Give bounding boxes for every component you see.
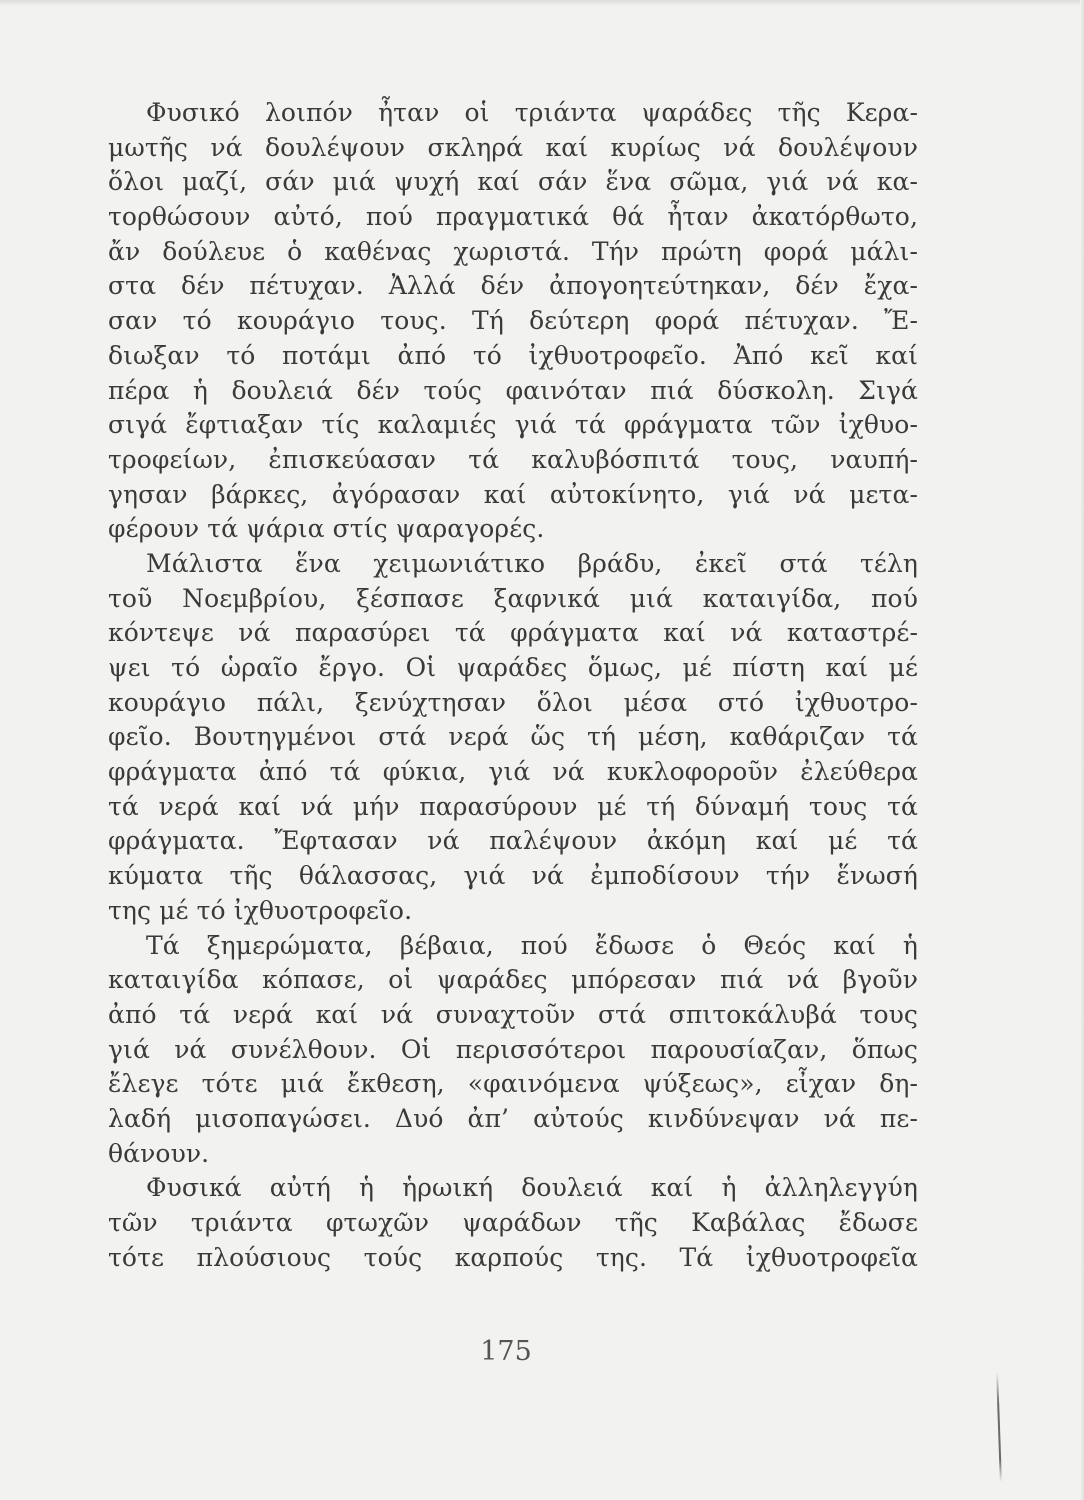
text-line: φεῖο. Βουτηγμένοι στά νερά ὥς τή μέση, καθάριζαν τά (108, 722, 918, 752)
text-line: τορθώσουν αὐτό, πού πραγματικά θά ἦταν ἀκατόρθωτο, (108, 202, 918, 232)
text-line: της μέ τό ἰχθυοτροφεῖο. (108, 895, 413, 925)
margin-pencil-mark (996, 1372, 1002, 1482)
text-line: λαδή μισοπαγώσει. Δυό ἀπ’ αὐτούς κινδύνεψαν νά πε- (108, 1103, 918, 1133)
text-line: μωτῆς νά δουλέψουν σκληρά καί κυρίως νά δουλέψουν (108, 132, 918, 162)
text-line: φέρουν τά ψάρια στίς ψαραγορές. (108, 514, 545, 544)
text-line: φράγματα ἀπό τά φύκια, γιά νά κυκλοφοροῦν ἐλεύθερα (108, 757, 918, 787)
page-top-edge (0, 0, 1084, 6)
text-line: κύματα τῆς θάλασσας, γιά νά ἐμποδίσουν τήν ἕνωσή (108, 861, 918, 891)
text-line: Φυσικό λοιπόν ἦταν οἱ τριάντα ψαράδες τῆς Κερα- (146, 98, 918, 127)
text-line: διωξαν τό ποτάμι ἀπό τό ἰχθυοτροφεῖο. Ἀπό κεῖ καί (108, 340, 918, 370)
text-line: θάνουν. (108, 1138, 210, 1168)
text-line: σαν τό κουράγιο τους. Τή δεύτερη φορά πέτυχαν. Ἔ- (108, 306, 918, 336)
text-line: ἀπό τά νερά καί νά συναχτοῦν στά σπιτοκάλυβά τους (108, 999, 918, 1029)
text-line: Μάλιστα ἕνα χειμωνιάτικο βράδυ, ἐκεῖ στά τέλη (146, 548, 918, 578)
text-line: τότε πλούσιους τούς καρπούς της. Τά ἰχθυοτροφεῖα (108, 1242, 918, 1272)
text-line: ὅλοι μαζί, σάν μιά ψυχή καί σάν ἕνα σῶμα, γιά νά κα- (108, 167, 918, 197)
text-line: γιά νά συνέλθουν. Οἱ περισσότεροι παρουσίαζαν, ὅπως (108, 1034, 918, 1064)
text-line: στα δέν πέτυχαν. Ἀλλά δέν ἀπογοητεύτηκαν, δέν ἔχα- (108, 271, 918, 301)
page-number: 175 (480, 1336, 532, 1367)
text-line: τά νερά καί νά μήν παρασύρουν μέ τή δύναμή τους τά (108, 791, 918, 821)
text-line: καταιγίδα κόπασε, οἱ ψαράδες μπόρεσαν πιά νά βγοῦν (108, 965, 918, 995)
text-line: γησαν βάρκες, ἀγόρασαν καί αὐτοκίνητο, γιά νά μετα- (108, 479, 918, 509)
text-line: τροφείων, ἐπισκεύασαν τά καλυβόσπιτά τους, ναυπή- (108, 444, 918, 474)
text-line: Τά ξημερώματα, βέβαια, πού ἔδωσε ὁ Θεός καί ἡ (146, 930, 918, 960)
text-line: σιγά ἔφτιαξαν τίς καλαμιές γιά τά φράγματα τῶν ἰχθυο- (108, 410, 918, 440)
text-line: ἔλεγε τότε μιά ἔκθεση, «φαινόμενα ψύξεως», εἶχαν δη- (108, 1069, 918, 1099)
text-line: κόντεψε νά παρασύρει τά φράγματα καί νά καταστρέ- (108, 618, 918, 648)
text-line: ψει τό ὡραῖο ἔργο. Οἱ ψαράδες ὅμως, μέ πίστη καί μέ (108, 653, 918, 682)
text-line: ἄν δούλευε ὁ καθένας χωριστά. Τήν πρώτη φορά μάλι- (108, 236, 918, 266)
text-line: τῶν τριάντα φτωχῶν ψαράδων τῆς Καβάλας ἔδωσε (108, 1208, 918, 1237)
text-line: κουράγιο πάλι, ξενύχτησαν ὅλοι μέσα στό ἰχθυοτρο- (108, 687, 918, 717)
text-line: πέρα ἡ δουλειά δέν τούς φαινόταν πιά δύσκολη. Σιγά (108, 375, 918, 405)
text-line: τοῦ Νοεμβρίου, ξέσπασε ξαφνικά μιά καταιγίδα, πού (108, 583, 918, 613)
page-right-edge (1080, 0, 1084, 1500)
body-text (108, 96, 918, 1275)
text-line: Φυσικά αὐτή ἡ ἡρωική δουλειά καί ἡ ἀλληλεγγύη (146, 1173, 918, 1203)
text-line: φράγματα. Ἔφτασαν νά παλέψουν ἀκόμη καί μέ τά (108, 826, 918, 856)
